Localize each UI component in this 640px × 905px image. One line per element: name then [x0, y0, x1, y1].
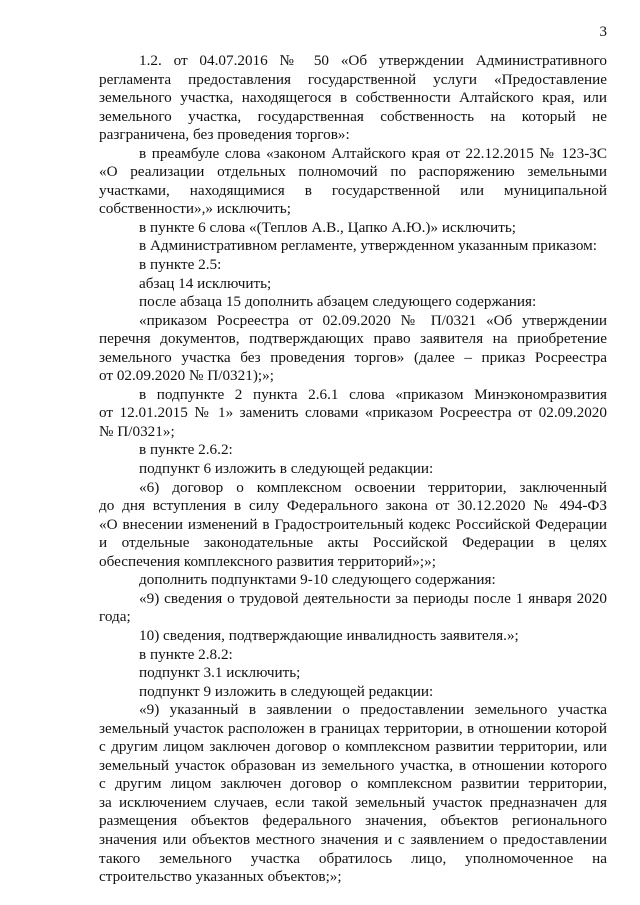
text-line: «приказом Росреестра от 02.09.2020 № П/0321 «Об утверждении	[139, 311, 607, 329]
text-line: в пункте 6 слова «(Теплов А.В., Цапко А.Ю.)» исключить;	[139, 218, 517, 236]
text-line: после абзаца 15 дополнить абзацем следующего содержания:	[139, 293, 537, 311]
text-line: регламента предоставления государственной услуги «Предоставление	[99, 70, 607, 88]
text-line: подпункт 9 изложить в следующей редакции:	[139, 682, 434, 700]
text-line: от 02.09.2020 № П/0321);»;	[99, 367, 274, 385]
text-line: участками, находящимися в государственной или муниципальной	[99, 181, 607, 199]
text-line: земельный участок расположен в границах территории, в отношении которой	[99, 719, 607, 737]
text-line: «О внесении изменений в Градостроительный кодекс Российской Федерации	[99, 515, 607, 533]
text-line: перечня документов, подтверждающих право заявителя на приобретение	[99, 330, 607, 348]
text-line: «9) сведения о трудовой деятельности за периоды после 1 января 2020	[139, 589, 607, 607]
text-line: абзац 14 исключить;	[139, 274, 272, 292]
text-line: 10) сведения, подтверждающие инвалидность заявителя.»;	[139, 626, 519, 644]
text-line: в пункте 2.8.2:	[139, 645, 233, 663]
text-line: в подпункте 2 пункта 2.6.1 слова «приказом Минэкономразвития	[139, 385, 607, 403]
text-line: дополнить подпунктами 9-10 следующего содержания:	[139, 571, 496, 589]
text-line: разграничена, без проведения торгов»:	[99, 126, 350, 144]
text-line: земельного участка, государственная собственность на который не	[99, 107, 607, 125]
text-line: земельного участка, находящегося в собственности Алтайского края, или	[99, 89, 607, 107]
text-line: размещения объектов федерального значения, объектов регионального	[99, 812, 607, 830]
text-line: такого земельного участка обратилось лицо, уполномоченное на	[99, 849, 607, 867]
text-line: «О реализации отдельных полномочий по распоряжению земельными	[99, 163, 607, 181]
text-line: в пункте 2.5:	[139, 256, 222, 274]
text-line: года;	[99, 608, 131, 626]
text-line: от 12.01.2015 № 1» заменить словами «приказом Росреестра от 02.09.2020	[99, 404, 607, 422]
text-line: в пункте 2.6.2:	[139, 441, 233, 459]
text-line: с другим лицом заключен договор о комплексном развитии территории, или	[99, 738, 607, 756]
text-line: 1.2. от 04.07.2016 № 50 «Об утверждении Административного	[139, 52, 607, 69]
text-line: подпункт 6 изложить в следующей редакции:	[139, 460, 434, 478]
page-number: 3	[599, 24, 607, 40]
text-line: строительство указанных объектов;»;	[99, 868, 342, 886]
text-line: и отдельные законодательные акты Российской Федерации в целях	[99, 534, 607, 552]
text-line: в Административном регламенте, утвержденном указанным приказом:	[139, 237, 597, 255]
text-line: земельного участка без проведения торгов» (далее – приказ Росреестра	[99, 348, 607, 366]
text-line: с другим лицом заключен договор о комплексном развитии территории,	[99, 775, 607, 793]
text-line: собственности»,» исключить;	[99, 200, 291, 218]
text-line: до дня вступления в силу Федерального закона от 30.12.2020 № 494-ФЗ	[99, 497, 607, 515]
text-line: за исключением случаев, если такой земельный участок предназначен для	[99, 793, 607, 811]
text-line: № П/0321»;	[99, 422, 175, 440]
text-line: обеспечения комплексного развития территорий»;»;	[99, 552, 436, 570]
text-line: подпункт 3.1 исключить;	[139, 664, 301, 682]
text-line: земельный участок образован из земельного участка, в отношении которого	[99, 756, 607, 774]
text-line: в преамбуле слова «законом Алтайского края от 22.12.2015 № 123-ЗС	[139, 144, 607, 162]
text-line: значения или объектов местного значения и с заявлением о предоставлении	[99, 830, 607, 848]
text-line: «9) указанный в заявлении о предоставлении земельного участка	[139, 701, 607, 719]
document-body	[99, 52, 607, 887]
text-line: «6) договор о комплексном освоении территории, заключенный	[139, 478, 607, 496]
